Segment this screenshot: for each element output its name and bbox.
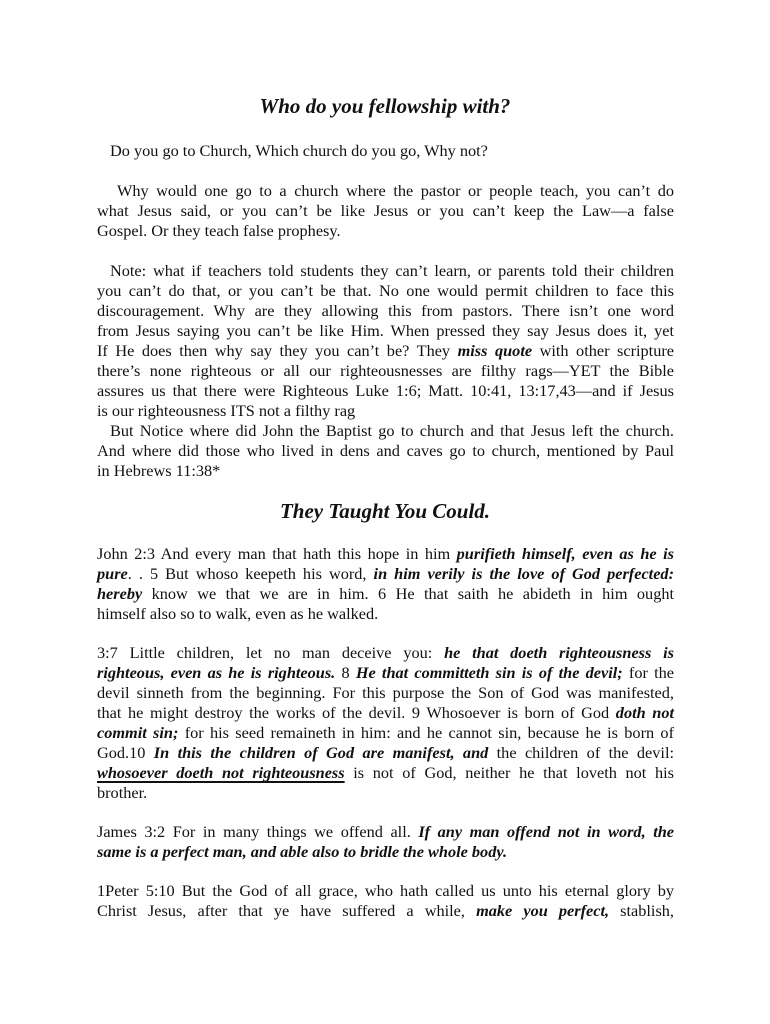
emphasis-text: In this the children of God are manifest, and	[153, 743, 489, 762]
emphasis-text: purifieth himself, even as he is	[456, 544, 674, 563]
scripture-line: God.10 In this the children of God are manifest, and the children of the devil:	[97, 743, 674, 762]
paragraph-line: assures us that there were Righteous Luke 1:6; Matt. 10:41, 13:17,43—and if Jesus	[97, 381, 674, 400]
emphasis-text: commit sin;	[97, 723, 179, 742]
emphasis-text: in him verily is the love of God perfected:	[373, 564, 674, 583]
emphasis-text: miss quote	[457, 341, 533, 360]
emphasis-text: same is a perfect man, and able also to bridle the whole body.	[97, 842, 508, 861]
scripture-line: 3:7 Little children, let no man deceive you: he that doeth righteousness is	[97, 643, 674, 662]
scripture-line: James 3:2 For in many things we offend all. If any man offend not in word, the	[97, 822, 674, 841]
scripture-line: righteous, even as he is righteous. 8 He that committeth sin is of the devil; for the	[97, 663, 675, 682]
paragraph-line: Do you go to Church, Which church do you go, Why not?	[110, 141, 488, 160]
emphasis-text: doth not	[615, 703, 674, 722]
scripture-line: Christ Jesus, after that ye have suffered a while, make you perfect, stablish,	[97, 901, 674, 920]
scripture-line: pure. . 5 But whoso keepeth his word, in him verily is the love of God perfected:	[97, 564, 674, 583]
paragraph-line: what Jesus said, or you can’t be like Jesus or you can’t keep the Law—a false	[97, 201, 674, 220]
emphasis-text: hereby	[97, 584, 143, 603]
scripture-line: John 2:3 And every man that hath this hope in him purifieth himself, even as he is	[97, 544, 674, 563]
paragraph-line: is our righteousness ITS not a filthy rag	[97, 401, 356, 420]
paragraph-line: Note: what if teachers told students they can’t learn, or parents told their children	[110, 261, 674, 280]
paragraph-line: you can’t do that, or you can’t be that. No one would permit children to face this	[97, 281, 674, 300]
section-heading-fellowship: Who do you fellowship with?	[259, 94, 511, 118]
scripture-line: commit sin; for his seed remaineth in him: and he cannot sin, because he is born of	[97, 723, 674, 742]
underlined-emphasis-text: whosoever doeth not righteousness	[97, 763, 345, 782]
paragraph-line: Why would one go to a church where the pastor or people teach, you can’t do	[117, 181, 674, 200]
scripture-line	[97, 842, 507, 862]
emphasis-text: He that committeth sin is of the devil;	[355, 663, 623, 682]
scripture-line: himself also so to walk, even as he walked.	[97, 604, 379, 623]
paragraph-line: But Notice where did John the Baptist go to church and that Jesus left the church.	[110, 421, 674, 440]
paragraph-line: in Hebrews 11:38*	[97, 461, 221, 480]
scripture-line: 1Peter 5:10 But the God of all grace, who hath called us unto his eternal glory by	[97, 881, 674, 900]
scripture-line: that he might destroy the works of the devil. 9 Whosoever is born of God doth not	[97, 703, 674, 722]
emphasis-text: pure	[97, 564, 128, 583]
paragraph-line: And where did those who lived in dens and caves go to church, mentioned by Paul	[97, 441, 674, 460]
emphasis-text: righteous, even as he is righteous.	[97, 663, 336, 682]
paragraph-line: there’s none righteous or all our righteousnesses are filthy rags—YET the Bible	[97, 361, 674, 380]
scripture-line: devil sinneth from the beginning. For this purpose the Son of God was manifested,	[97, 683, 674, 702]
paragraph-line: Gospel. Or they teach false prophesy.	[97, 221, 341, 240]
paragraph-line: If He does then why say they you can’t be? They miss quote with other scripture	[97, 341, 674, 360]
scripture-line: whosoever doeth not righteousness is not of God, neither he that loveth not his	[97, 763, 674, 782]
emphasis-text: he that doeth righteousness is	[444, 643, 674, 662]
scripture-line: hereby know we that we are in him. 6 He that saith he abideth in him ought	[97, 584, 674, 603]
scripture-line: brother.	[97, 783, 148, 802]
section-heading-taught: They Taught You Could.	[279, 499, 491, 523]
paragraph-line: from Jesus saying you can’t be like Him. When pressed they say Jesus does it, yet	[97, 321, 674, 340]
emphasis-text: If any man offend not in word, the	[418, 822, 674, 841]
paragraph-line: discouragement. Why are they allowing this from pastors. There isn’t one word	[97, 301, 674, 320]
emphasis-text: make you perfect,	[476, 901, 610, 920]
